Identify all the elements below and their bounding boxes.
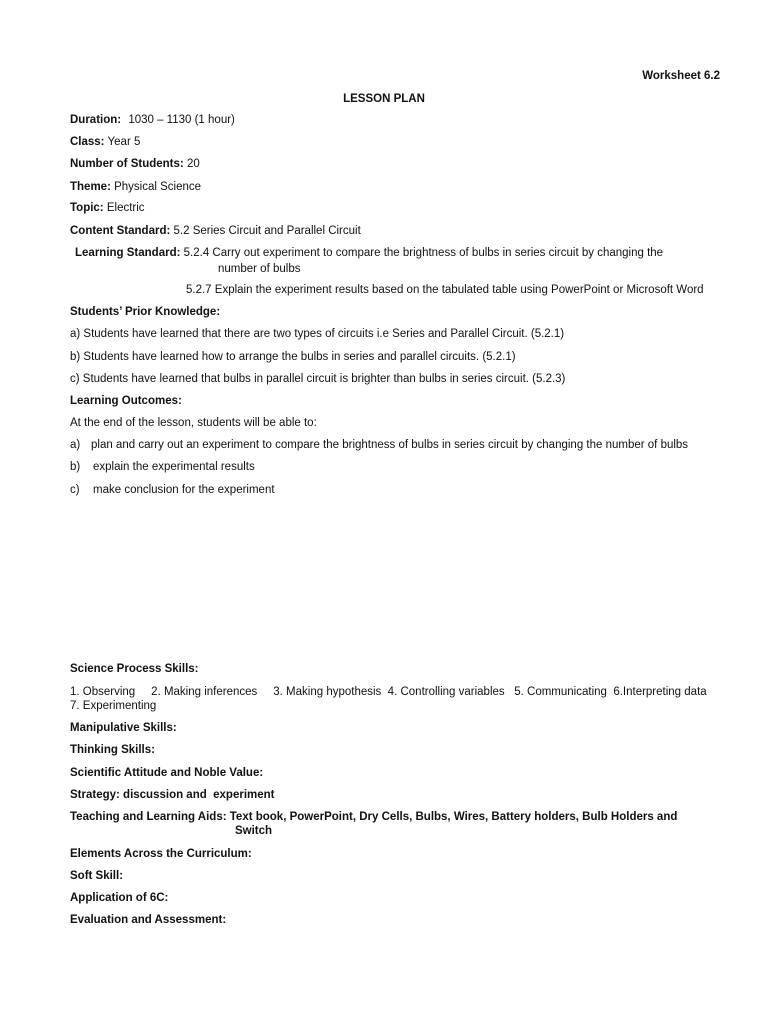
learning-standard-line2: number of bulbs — [218, 263, 301, 275]
students-row — [70, 157, 200, 171]
learning-outcomes-heading: Learning Outcomes: — [70, 395, 182, 407]
topic-label: Topic: — [70, 202, 104, 214]
outcome-text: make conclusion for the experiment — [93, 484, 275, 496]
outcome-text: plan and carry out an experiment to compare the brightness of bulbs in series circuit by changing the number of bulbs — [91, 439, 689, 451]
worksheet-number: Worksheet 6.2 — [642, 70, 720, 82]
theme-value: Physical Science — [114, 181, 202, 193]
learning-standard-row — [75, 246, 663, 260]
outcome-marker: a) — [70, 439, 81, 451]
prior-knowledge-item: b) Students have learned how to arrange the bulbs in series and parallel circuits. (5.2.1) — [70, 351, 516, 363]
prior-knowledge-item: c) Students have learned that bulbs in parallel circuit is brighter than bulbs in series circuit. (5.2.3) — [70, 373, 566, 385]
outcome-marker: b) — [70, 461, 81, 473]
class-value: Year 5 — [107, 136, 141, 148]
prior-knowledge-item: a) Students have learned that there are two types of circuits i.e Series and Parallel Circuit. (5.2.1) — [70, 328, 565, 340]
science-process-skills-line2: 7. Experimenting — [70, 700, 157, 712]
duration-value: 1030 – 1130 (1 hour) — [128, 114, 235, 126]
learning-outcome-item — [70, 483, 80, 497]
science-process-skills-line1: 1. Observing 2. Making inferences 3. Making hypothesis 4. Controlling variables 5. Communicating 6.Interpreting data — [70, 686, 707, 698]
duration-label: Duration: — [70, 114, 122, 126]
elements-heading: Elements Across the Curriculum: — [70, 848, 252, 860]
learning-standard-line3: 5.2.7 Explain the experiment results based on the tabulated table using PowerPoint or Microsoft Word — [186, 284, 704, 296]
outcome-text: explain the experimental results — [93, 461, 255, 473]
class-label: Class: — [70, 136, 105, 148]
content-standard-row — [70, 224, 361, 238]
learning-standard-label: Learning Standard: — [75, 247, 181, 259]
aids-line2: Switch — [235, 825, 273, 837]
outcome-marker: c) — [70, 484, 80, 496]
class-row — [70, 135, 140, 149]
topic-row — [70, 201, 145, 215]
duration-row — [70, 113, 235, 127]
learning-standard-line1: 5.2.4 Carry out experiment to compare the brightness of bulbs in series circuit by changing the — [183, 247, 664, 259]
learning-outcome-item — [70, 460, 80, 474]
learning-outcome-item — [70, 438, 80, 452]
content-standard-value: 5.2 Series Circuit and Parallel Circuit — [173, 225, 361, 237]
aids-row — [70, 810, 677, 824]
scientific-attitude-heading: Scientific Attitude and Noble Value: — [70, 767, 264, 779]
aids-label: Teaching and Learning Aids: — [70, 811, 227, 823]
theme-row — [70, 180, 201, 194]
strategy-heading: Strategy: discussion and experiment — [70, 789, 275, 801]
topic-value: Electric — [106, 202, 145, 214]
aids-line1: Text book, PowerPoint, Dry Cells, Bulbs, Wires, Battery holders, Bulb Holders and — [229, 811, 678, 823]
content-standard-label: Content Standard: — [70, 225, 171, 237]
manipulative-skills-heading: Manipulative Skills: — [70, 722, 177, 734]
evaluation-heading: Evaluation and Assessment: — [70, 914, 227, 926]
prior-knowledge-heading: Students’ Prior Knowledge: — [70, 306, 221, 318]
science-process-skills-heading: Science Process Skills: — [70, 663, 199, 675]
soft-skill-heading: Soft Skill: — [70, 870, 124, 882]
learning-outcomes-intro: At the end of the lesson, students will be able to: — [70, 417, 317, 429]
thinking-skills-heading: Thinking Skills: — [70, 744, 155, 756]
students-label: Number of Students: — [70, 158, 184, 170]
theme-label: Theme: — [70, 181, 111, 193]
application-6c-heading: Application of 6C: — [70, 892, 169, 904]
page-title: LESSON PLAN — [343, 93, 425, 105]
students-value: 20 — [186, 158, 200, 170]
